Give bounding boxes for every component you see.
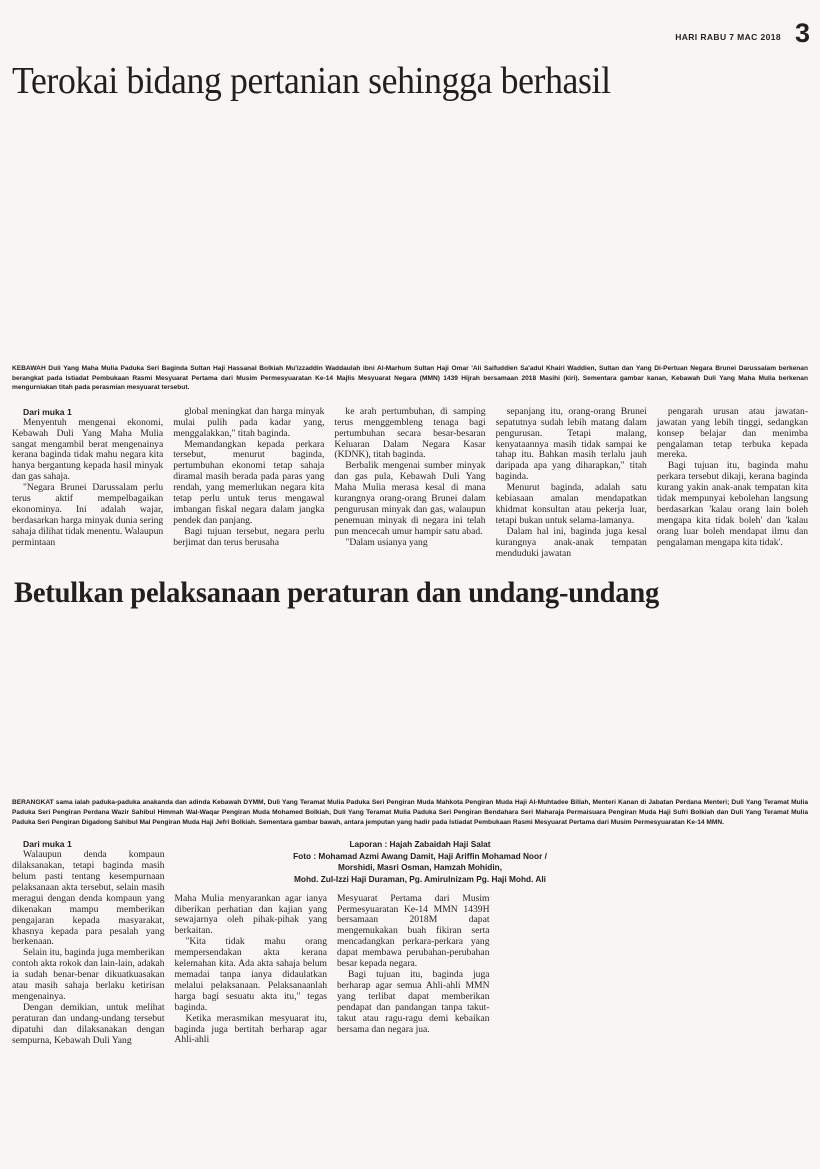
credits-block — [175, 839, 666, 885]
paragraph: Dalam hal ini, baginda juga kesal kurangnya anak-anak tempatan menduduki jawatan — [495, 525, 647, 559]
column-2 — [173, 407, 324, 560]
column-4 — [496, 407, 647, 560]
paragraph: "Dalam usianya yang — [345, 536, 428, 548]
credit-foto-line2: Morshidi, Masri Osman, Hamzah Mohidin, — [337, 862, 503, 873]
paragraph: Maha Mulia menyarankan agar ianya diberikan perhatian dan kajian yang sewajarnya oleh pihak-pihak yang berkaitan. — [174, 892, 327, 937]
column-3 — [334, 407, 485, 560]
paragraph: Bagi tujuan itu, baginda juga berharap agar semua Ahli-ahli MMN yang terlibat dapat memberikan pendapat dan pandangan tanpa takut-takut atau ragu-ragu demi kebaikan bersama dan negara jua. — [337, 968, 490, 1035]
column-1 — [12, 407, 163, 560]
photo-bottom-article — [10, 610, 810, 798]
paragraph: Memandangkan kepada perkara tersebut, menurut baginda, pertumbuhan ekonomi tetap sahaja diramal masih berada pada paras yang rendah, yang memerlukan negara kita tetap perlu untuk terus mengawal imbangan fiskal negara dalam jangka pendek dan panjang. — [173, 438, 325, 526]
paragraph: Bagi tujuan tersebut, negara perlu berjimat dan terus berusaha — [173, 525, 325, 548]
credits-and-columns — [175, 839, 666, 1046]
column-2 — [175, 894, 328, 1047]
paragraph: Walaupun denda kompaun dilaksanakan, tetapi baginda masih belum pasti tentang kesempurnaan pelaksanaan akta tersebut, selain masih meragui dengan denda kompaun yang dikenakan mampu memberikan pengajaran kepada masyarakat, khasnya kepada para pesalah yang berkenaan. — [12, 849, 165, 948]
paragraph: Menyentuh mengenai ekonomi, Kebawah Duli Yang Maha Mulia sangat mengambil berat mengenainya kerana baginda tidak mahu negara kita hanya bergantung kepada hasil minyak dan gas sahaja. — [12, 416, 164, 483]
headline-bottom-article: Betulkan pelaksanaan peraturan dan undang-undang — [14, 576, 660, 610]
paragraph: sepanjang itu, orang-orang Brunei sepatutnya sudah lebih matang dalam pengurusan. Tetapi malang, kenyataannya masih tidak sampai ke tahap itu. Bahkan masih terlalu jauh daripada apa yang diharapkan," titah baginda. — [495, 405, 647, 483]
page-number: 3 — [794, 18, 810, 48]
column-3 — [337, 894, 490, 1047]
credit-foto-line1: Foto : Mohamad Azmi Awang Damit, Haji Ariffin Mohamad Noor / — [293, 850, 547, 861]
masthead — [10, 0, 810, 46]
column-4-empty — [500, 894, 653, 1047]
credits-sub-columns — [175, 894, 666, 1047]
kicker-dari-muka: Dari muka 1 — [23, 839, 72, 850]
body-bottom-article — [10, 839, 810, 1046]
caption-bottom-article: BERANGKAT sama ialah paduka-paduka anakanda dan adinda Kebawah DYMM, Duli Yang Teramat Mulia Paduka Seri Pengiran Muda Mahkota Pengiran Muda Haji Al-Muhtadee Billah, Menteri Kanan di Jabatan Perdana Menteri; Duli Yang Teramat Mulia Paduka Seri Pengiran Perdana Wazir Sahibul Himmah Wal-Waqar Pengiran Muda Mohamed Bolkiah, Duli Yang Teramat Mulia Paduka Seri Pengiran Bendahara Seri Maharaja Permaisuara Pengiran Muda Haji Sufri Bolkiah dan Duli Yang Teramat Mulia Paduka Seri Pengiran Digadong Sahibul Mal Pengiran Muda Haji Jefri Bolkiah. Sementara gambar bawah, antara jemputan yang hadir pada Istiadat Pembukaan Rasmi Mesyuarat Pertama dari Musim Permesyuaratan Ke-14 MMN. — [12, 799, 808, 826]
paragraph: Bagi tujuan itu, baginda mahu perkara tersebut dikaji, kerana baginda kurang yakin anak-anak tempatan kita tidak mempunyai kebolehan langsung berdasarkan 'kalau orang lain boleh mengapa kita tidak boleh' dan 'kalau orang luar boleh mendapat ilmu dan pengalaman mengapa kita tidak'. — [656, 460, 809, 548]
caption-top-article: KEBAWAH Duli Yang Maha Mulia Paduka Seri Baginda Sultan Haji Hassanal Bolkiah Mu'izzaddin Waddaulah ibni Al-Marhum Sultan Haji Omar 'Ali Saifuddien Sa'adul Khairi Waddien, Sultan dan Yang Di-Pertuan Negara Brunei Darussalam berkenan berangkat pada Istiadat Pembukaan Rasmi Mesyuarat Pertama dari Musim Permesyuaratan Ke-14 Majlis Mesyuarat Negara (MMN) 1439 Hijrah bersamaan 2018 Masihi (kiri). Sementara gambar kanan, Kebawah Duli Yang Maha Mulia berkenan mengurniakan titah pada perasmian mesyuarat tersebut. — [12, 365, 808, 392]
paragraph: Ketika merasmikan mesyuarat itu, baginda juga bertitah berharap agar Ahli-ahli — [174, 1012, 327, 1046]
column-1 — [12, 839, 165, 1046]
body-top-article — [10, 407, 810, 560]
paragraph: pengarah urusan atau jawatan-jawatan yang lebih tinggi, sedangkan konsep belajar dan menimba pengalaman tetap terbuka kepada mereka. — [656, 405, 809, 461]
headline-top-article: Terokai bidang pertanian sehingga berhasil — [12, 60, 611, 102]
paragraph: "Kita tidak mahu orang mempersendakan akta kerana kelemahan kita. Ada akta sahaja belum memadai tanpa ianya didaulatkan melalui pelaksanaan. Pelaksanaanlah harga bagi sesuatu akta itu," tegas baginda. — [174, 936, 327, 1013]
paragraph: Berbalik mengenai sumber minyak dan gas pula, Kebawah Duli Yang Maha Mulia merasa kesal di mana kurangnya orang-orang Brunei dalam pengurusan minyak dan gas, walaupun penemuan minyak di negara ini telah pun mencecah umur hampir satu abad. — [334, 460, 486, 537]
paragraph: Menurut baginda, adalah satu kebiasaan amalan mendapatkan khidmat konsultan atau pekerja luar, tetapi bukan untuk selama-lamanya. — [495, 482, 647, 526]
column-5 — [657, 407, 808, 560]
credit-foto-line3: Mohd. Zul-Izzi Haji Duraman, Pg. Amirulnizam Pg. Haji Mohd. Ali — [294, 874, 546, 885]
paragraph: Mesyuarat Pertama dari Musim Permesyuaratan Ke-14 MMN 1439H bersamaan 2018M dapat mengemukakan buah fikiran serta mencadangkan perkara-perkara yang dapat membawa perubahan-perubahan besar kepada negara. — [337, 892, 490, 970]
paragraph: ke arah pertumbuhan, di samping terus menggembleng tenaga bagi pertumbuhan secara besar-besaran Keluaran Dalam Negara Kasar (KDNK), titah baginda. — [334, 405, 486, 461]
paragraph: "Negara Brunei Darussalam perlu terus aktif mempelbagaikan ekonominya. Ini adalah wajar, berdasarkan harga minyak dunia sering sahaja dilihat tidak menentu. Walaupun permintaan — [12, 482, 164, 548]
paragraph: Dengan demikian, untuk melihat peraturan dan undang-undang tersebut dipatuhi dan dilaksanakan dengan sempurna, Kebawah Duli Yang — [12, 1001, 165, 1046]
photo-top-article — [10, 102, 810, 364]
paragraph: global meningkat dan harga minyak mulai pulih pada kadar yang, menggalakkan," titah baginda. — [173, 405, 325, 439]
paragraph: Selain itu, baginda juga memberikan contoh akta rokok dan lain-lain, adakah ia sudah benar-benar dikuatkuasakan atau masih sahaja berlaku ketirisan mengenainya. — [12, 947, 165, 1002]
credit-laporan: Laporan : Hajah Zabaidah Haji Salat — [349, 839, 491, 850]
masthead-date: HARI RABU 7 MAC 2018 — [675, 32, 781, 42]
kicker-dari-muka: Dari muka 1 — [23, 406, 72, 417]
